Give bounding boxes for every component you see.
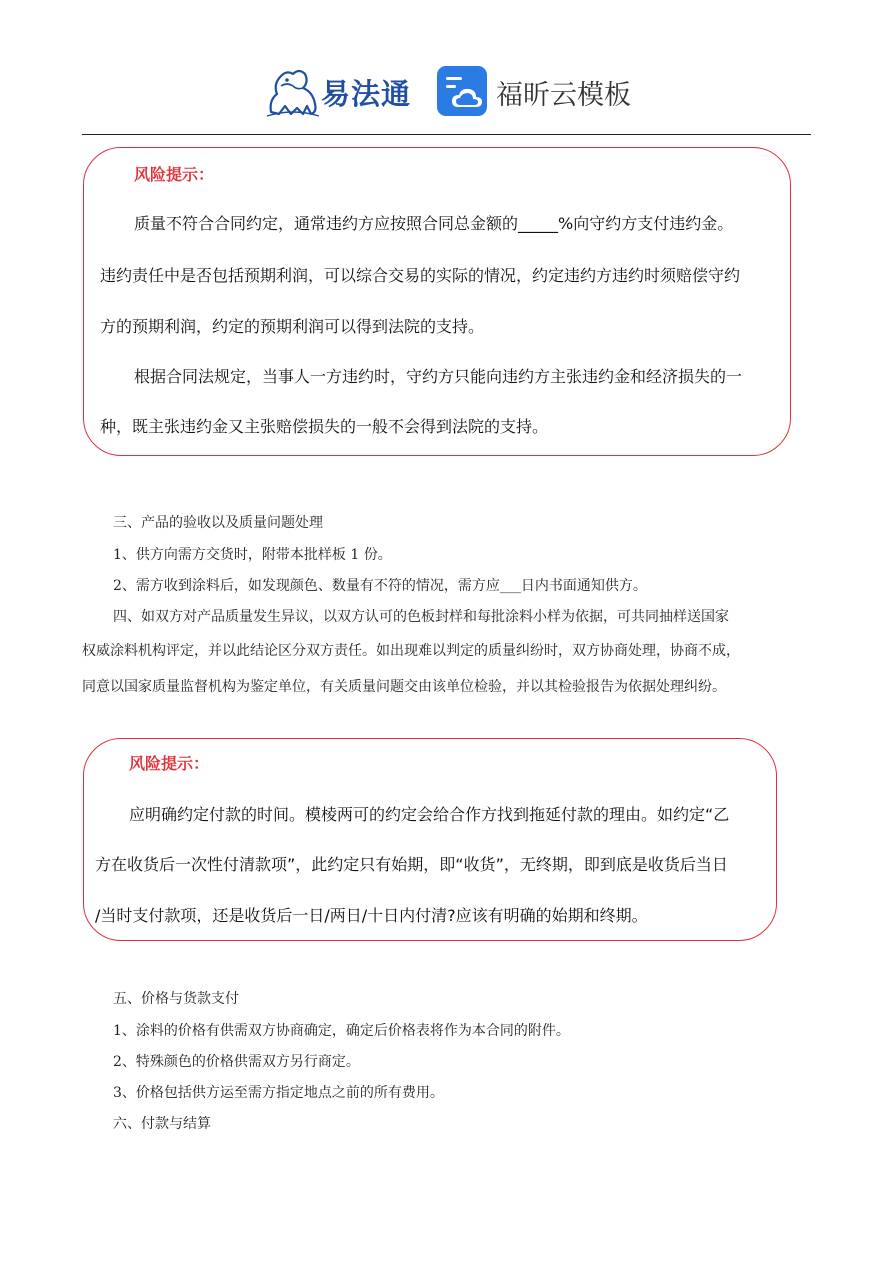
risk-notice-line: 方的预期利润，约定的预期利润可以得到法院的支持。	[100, 317, 485, 336]
yifatong-logo	[263, 62, 413, 122]
paragraph-line: 1、供方向需方交货时，附带本批样板 1 份。	[113, 547, 392, 563]
risk-notice-line: 种，既主张违约金又主张赔偿损失的一般不会得到法院的支持。	[100, 417, 549, 436]
paragraph-line: 同意以国家质量监督机构为鉴定单位，有关质量问题交由该单位检验，并以其检验报告为依据处理纠纷。	[82, 679, 726, 695]
risk-notice-line: 违约责任中是否包括预期利润，可以综合交易的实际的情况，约定违约方违约时须赔偿守约	[100, 266, 741, 285]
qilin-icon	[263, 62, 323, 122]
risk-notice-line: /当时支付款项，还是收货后一日/两日/十日内付清?应该有明确的始期和终期。	[95, 906, 648, 925]
fuxin-cloud-template-logo	[436, 65, 636, 121]
risk-notice-line: 质量不符合合同约定，通常违约方应按照合同总金额的_____%向守约方支付违约金。	[134, 214, 734, 233]
risk-notice-box-2	[83, 738, 777, 941]
header-divider	[82, 134, 811, 135]
paragraph-line: 2、需方收到涂料后，如发现颜色、数量有不符的情况，需方应___日内书面通知供方。	[113, 578, 647, 594]
section-heading: 五、价格与货款支付	[113, 991, 239, 1007]
document-cloud-icon	[436, 65, 488, 117]
risk-notice-line: 根据合同法规定，当事人一方违约时，守约方只能向违约方主张违约金和经济损失的一	[134, 367, 743, 386]
section-heading: 三、产品的验收以及质量问题处理	[113, 515, 323, 531]
paragraph-line: 2、特殊颜色的价格供需双方另行商定。	[113, 1054, 360, 1070]
risk-notice-title: 风险提示：	[129, 754, 210, 773]
logo-primary-text: 易法通	[321, 77, 412, 111]
paragraph-line: 3、价格包括供方运至需方指定地点之前的所有费用。	[113, 1085, 444, 1101]
paragraph-line: 权威涂料机构评定，并以此结论区分双方责任。如出现难以判定的质量纠纷时，双方协商处理，协商不成，	[82, 643, 740, 659]
paragraph-line: 四、如双方对产品质量发生异议，以双方认可的色板封样和每批涂料小样为依据，可共同抽样送国家	[113, 609, 729, 625]
section-heading: 六、付款与结算	[113, 1116, 211, 1132]
risk-notice-line: 应明确约定付款的时间。模棱两可的约定会给合作方找到拖延付款的理由。如约定“乙	[129, 805, 730, 824]
risk-notice-line: 方在收货后一次性付清款项”，此约定只有始期，即“收货”，无终期，即到底是收货后当日	[95, 855, 728, 874]
logo-secondary-text: 福昕云模板	[496, 80, 631, 111]
page-header	[0, 0, 893, 136]
risk-notice-box-1	[83, 147, 791, 456]
paragraph-line: 1、涂料的价格有供需双方协商确定，确定后价格表将作为本合同的附件。	[113, 1023, 570, 1039]
risk-notice-title: 风险提示：	[134, 165, 215, 184]
